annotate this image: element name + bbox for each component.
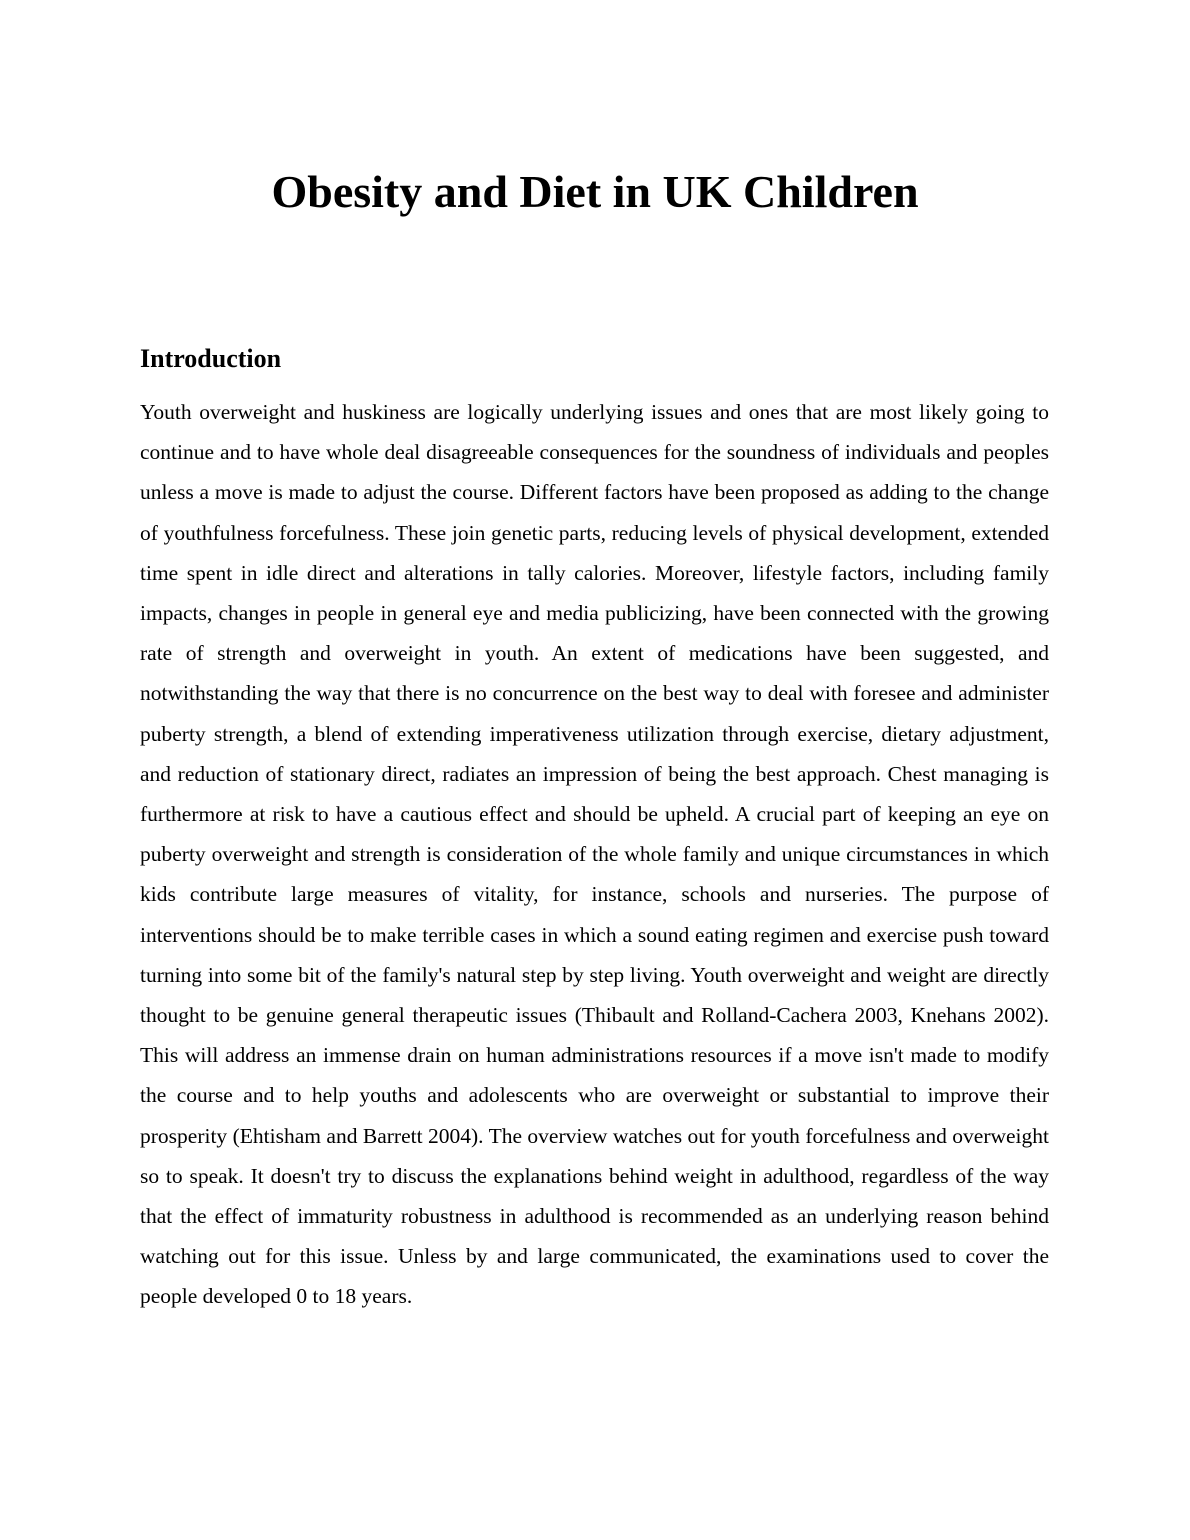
section-heading-introduction: Introduction: [140, 344, 282, 373]
introduction-paragraph: Youth overweight and huskiness are logically underlying issues and ones that are most likely going to continue and to have whole deal disagreeable consequences for the soundness of individuals and peoples unless a move is made to adjust the course. Different factors have been proposed as adding to the change of youthfulness forcefulness. These join genetic parts, reducing levels of physical development, extended time spent in idle direct and alterations in tally calories. Moreover, lifestyle factors, including family impacts, changes in people in general eye and media publicizing, have been connected with the growing rate of strength and overweight in youth. An extent of medications have been suggested, and notwithstanding the way that there is no concurrence on the best way to deal with foresee and administer puberty strength, a blend of extending imperativeness utilization through exercise, dietary adjustment, and reduction of stationary direct, radiates an impression of being the best approach. Chest managing is furthermore at risk to have a cautious effect and should be upheld. A crucial part of keeping an eye on puberty overweight and strength is consideration of the whole family and unique circumstances in which kids contribute large measures of vitality, for instance, schools and nurseries. The purpose of interventions should be to make terrible cases in which a sound eating regimen and exercise push toward turning into some bit of the family's natural step by step living. Youth overweight and weight are directly thought to be genuine general therapeutic issues (Thibault and Rolland-Cachera 2003, Knehans 2002). This will address an immense drain on human administrations resources if a move isn't made to modify the course and to help youths and adolescents who are overweight or substantial to improve their prosperity (Ehtisham and Barrett 2004). The overview watches out for youth forcefulness and overweight so to speak. It doesn't try to discuss the explanations behind weight in adulthood, regardless of the way that the effect of immaturity robustness in adulthood is recommended as an underlying reason behind watching out for this issue. Unless by and large communicated, the examinations used to cover the people developed 0 to 18 years.: [140, 400, 1049, 1309]
document-title: Obesity and Diet in UK Children: [271, 166, 919, 217]
